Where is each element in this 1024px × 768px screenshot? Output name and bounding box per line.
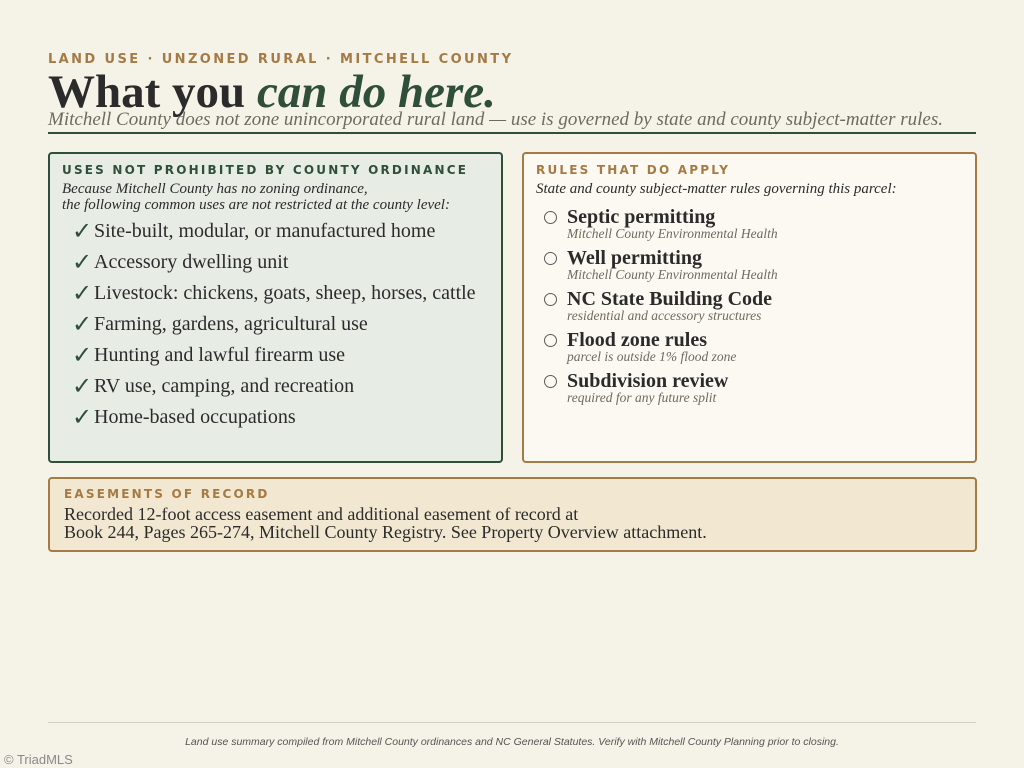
use-item: [72, 278, 476, 309]
rule-subtitle: Mitchell County Environmental Health: [567, 267, 778, 282]
rule-title: Flood zone rules: [567, 329, 707, 351]
radio-circle-icon: [544, 252, 557, 265]
easements-card-label: EASEMENTS OF RECORD: [64, 487, 270, 501]
check-icon: ✓: [72, 217, 93, 245]
use-item: [72, 371, 476, 402]
uses-intro-line: Because Mitchell County has no zoning ordinance,: [62, 181, 368, 197]
eyebrow: LAND USE · UNZONED RURAL · MITCHELL COUNTY: [48, 52, 514, 67]
use-item-text: Accessory dwelling unit: [94, 251, 289, 273]
check-icon: ✓: [72, 310, 93, 338]
uses-card: [48, 152, 503, 463]
uses-intro-line: the following common uses are not restricted at the county level:: [62, 197, 450, 213]
check-icon: ✓: [72, 403, 93, 431]
check-icon: ✓: [72, 372, 93, 400]
uses-list: [72, 216, 476, 433]
uses-card-intro: [62, 181, 450, 213]
rules-card: [522, 152, 977, 463]
title-accent: can do here.: [256, 66, 496, 118]
footer-note: Land use summary compiled from Mitchell County ordinances and NC General Statutes. Verify with Mitchell County Planning prior to closing.: [185, 736, 839, 748]
use-item: [72, 402, 476, 433]
check-icon: ✓: [72, 279, 93, 307]
radio-circle-icon: [544, 293, 557, 306]
rule-subtitle: parcel is outside 1% flood zone: [567, 349, 737, 364]
use-item-text: RV use, camping, and recreation: [94, 375, 355, 397]
rule-subtitle: residential and accessory structures: [567, 308, 762, 323]
use-item-text: Site-built, modular, or manufactured home: [94, 220, 436, 242]
easement-line: Book 244, Pages 265-274, Mitchell County Registry. See Property Overview attachment.: [64, 522, 707, 542]
use-item: [72, 340, 476, 371]
uses-card-label: USES NOT PROHIBITED BY COUNTY ORDINANCE: [62, 163, 469, 177]
footer-divider: [48, 722, 976, 723]
check-icon: ✓: [72, 341, 93, 369]
use-item-text: Home-based occupations: [94, 406, 296, 428]
radio-circle-icon: [544, 334, 557, 347]
rule-title: Well permitting: [567, 247, 702, 269]
rules-card-intro: [536, 181, 897, 197]
easement-text: [64, 505, 707, 541]
radio-circle-icon: [544, 375, 557, 388]
use-item: [72, 309, 476, 340]
use-item-text: Hunting and lawful firearm use: [94, 344, 346, 366]
use-item: [72, 216, 476, 247]
radio-circle-icon: [544, 211, 557, 224]
rule-title: NC State Building Code: [567, 288, 773, 310]
easements-card: [48, 477, 977, 552]
rule-subtitle: required for any future split: [567, 390, 717, 405]
page-subtitle: Mitchell County does not zone unincorporated rural land — use is governed by state and county subject-matter rules.: [48, 109, 943, 130]
title-plain: What you: [48, 66, 257, 118]
check-icon: ✓: [72, 248, 93, 276]
title-divider: [48, 132, 976, 134]
watermark: © TriadMLS: [4, 752, 73, 767]
easement-line: Recorded 12-foot access easement and additional easement of record at: [64, 504, 579, 524]
rules-intro-line: State and county subject-matter rules governing this parcel:: [536, 181, 897, 197]
use-item: [72, 247, 476, 278]
rule-title: Subdivision review: [567, 370, 729, 392]
use-item-text: Farming, gardens, agricultural use: [94, 313, 368, 335]
rules-card-label: RULES THAT DO APPLY: [536, 163, 731, 177]
use-item-text: Livestock: chickens, goats, sheep, horses, cattle: [94, 282, 476, 304]
rule-subtitle: Mitchell County Environmental Health: [567, 226, 778, 241]
rule-title: Septic permitting: [567, 206, 716, 228]
